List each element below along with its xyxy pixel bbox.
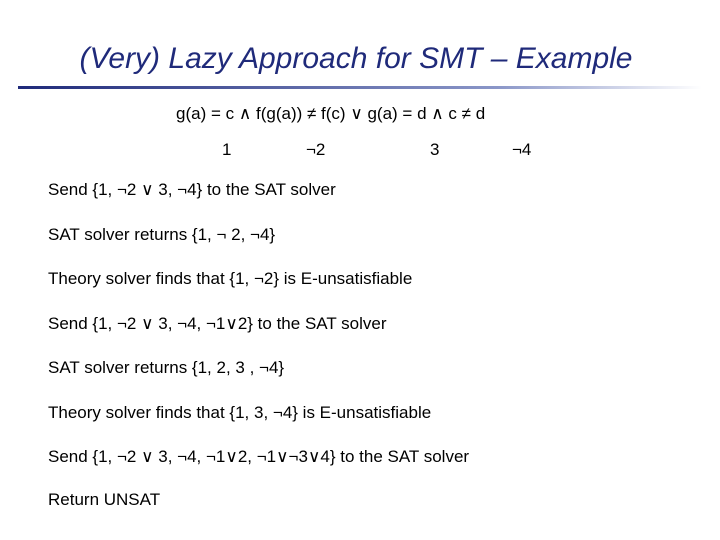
step-line-4: Send {1, ¬2 ∨ 3, ¬4, ¬1∨2} to the SAT solver [48, 314, 387, 333]
step-line-3: Theory solver finds that {1, ¬2} is E-unsatisfiable [48, 269, 413, 288]
step-line-7: Send {1, ¬2 ∨ 3, ¬4, ¬1∨2, ¬1∨¬3∨4} to the SAT solver [48, 447, 470, 466]
atom-number-2: ¬2 [306, 140, 326, 159]
formula: g(a) = c ∧ f(g(a)) ≠ f(c) ∨ g(a) = d ∧ c ≠ d [176, 104, 486, 123]
title-underline [18, 86, 702, 89]
atom-number-1: 1 [222, 140, 232, 159]
step-line-5: SAT solver returns {1, 2, 3 , ¬4} [48, 358, 285, 377]
step-line-6: Theory solver finds that {1, 3, ¬4} is E-unsatisfiable [48, 403, 432, 422]
atom-number-4: ¬4 [512, 140, 532, 159]
atom-number-3: 3 [430, 140, 440, 159]
step-line-2: SAT solver returns {1, ¬ 2, ¬4} [48, 225, 276, 244]
slide-title: (Very) Lazy Approach for SMT – Example [79, 42, 633, 75]
step-line-8: Return UNSAT [48, 490, 161, 509]
step-line-1: Send {1, ¬2 ∨ 3, ¬4} to the SAT solver [48, 180, 336, 199]
